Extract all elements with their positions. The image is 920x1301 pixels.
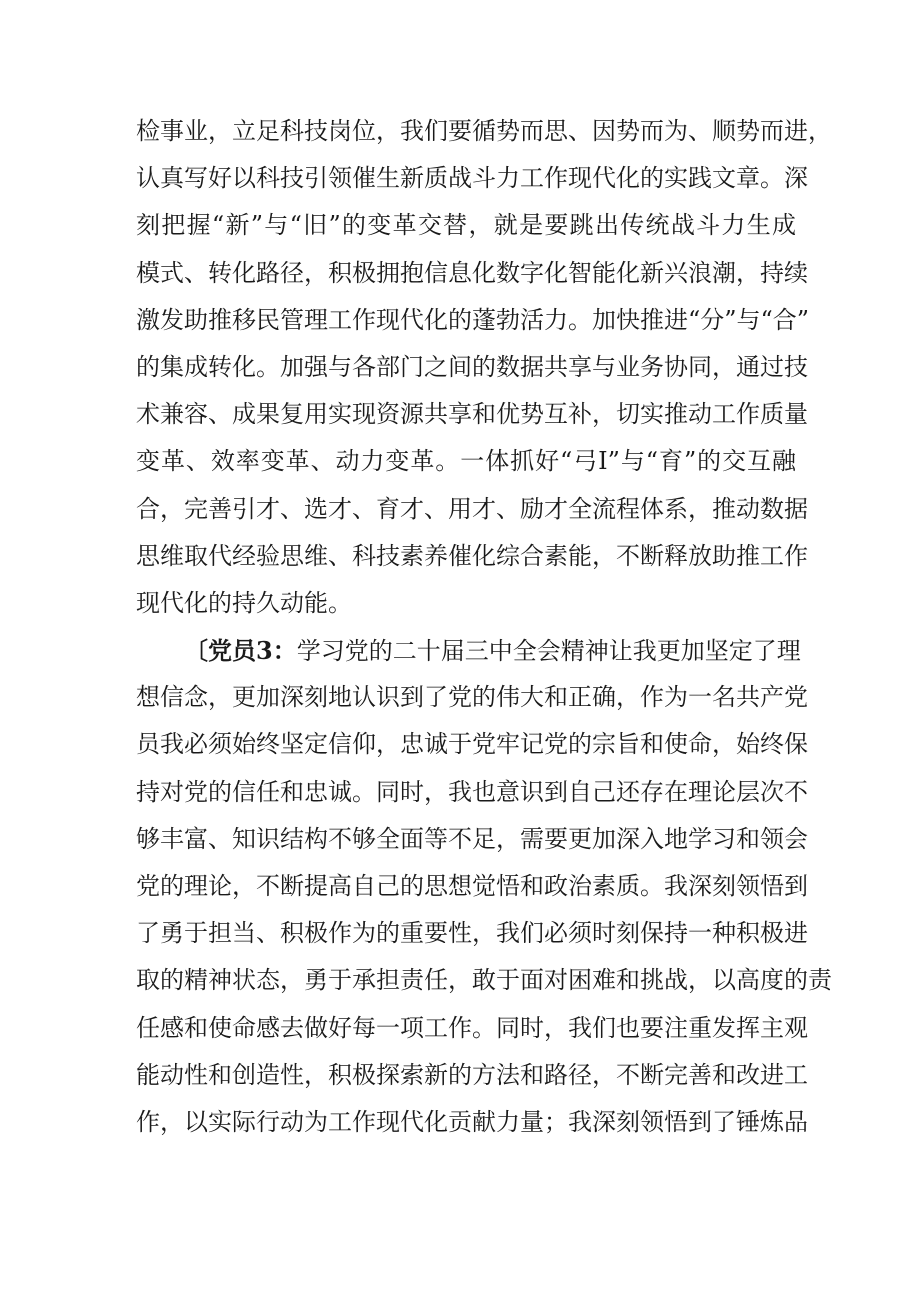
document-page: [136, 108, 832, 1146]
text-line: 思维取代经验思维、科技素养催化综合素能，不断释放助推工作: [136, 541, 808, 570]
text-line: 够丰富、知识结构不够全面等不足，需要更加深入地学习和领会: [136, 824, 808, 853]
text-line: 模式、转化路径，积极拥抱信息化数字化智能化新兴浪潮，持续: [136, 258, 808, 287]
text-line: 术兼容、成果复用实现资源共享和优势互补，切实推动工作质量: [136, 400, 808, 429]
text-line: 检事业，立足科技岗位，我们要循势而思、因势而为、顺势而进，: [136, 117, 832, 145]
text-line: 了勇于担当、积极作为的重要性，我们必须时刻保持一种积极进: [136, 919, 808, 948]
text-line: 能动性和创造性，积极探索新的方法和路径，不断完善和改进工: [136, 1060, 808, 1089]
text-line: 现代化的持久动能。: [136, 588, 352, 617]
text-line: 的集成转化。加强与各部门之间的数据共享与业务协同，通过技: [136, 352, 808, 381]
text-span: 学习党的二十届三中全会精神让我更加坚定了理: [296, 637, 801, 666]
text-line: 变革、效率变革、动力变革。一体抓好“弓I”与“育”的交互融: [136, 447, 796, 476]
text-line: 员我必须始终坚定信仰，忠诚于党牢记党的宗旨和使命，始终保: [136, 730, 808, 759]
paragraph-2: [136, 627, 832, 1146]
text-line: 合，完善引才、选才、育才、用才、励才全流程体系，推动数据: [136, 494, 808, 523]
text-line: 持对党的信任和忠诚。同时，我也意识到自己还存在理论层次不: [136, 777, 808, 806]
text-line: 党的理论，不断提高自己的思想觉悟和政治素质。我深刻领悟到: [136, 872, 808, 900]
paragraph-2-first-line: [136, 627, 801, 674]
text-line: 取的精神状态，勇于承担责任，敢于面对困难和挑战，以高度的责: [136, 966, 832, 995]
paragraph-1: [136, 108, 832, 627]
text-line: 认真写好以科技引领催生新质战斗力工作现代化的实践文章。深: [136, 164, 808, 193]
text-line: 任感和使命感去做好每一项工作。同时，我们也要注重发挥主观: [136, 1013, 808, 1042]
text-line: 刻把握“新”与“旧”的变革交替，就是要跳出传统战斗力生成: [136, 211, 796, 240]
speaker-label: 〔党员3：: [184, 636, 297, 666]
text-line: 作，以实际行动为工作现代化贡献力量；我深刻领悟到了锤炼品: [136, 1107, 808, 1136]
text-line: 想信念，更加深刻地认识到了党的伟大和正确，作为一名共产党: [136, 683, 808, 712]
text-line: 激发助推移民管理工作现代化的蓬勃活力。加快推进“分”与“合”: [136, 305, 810, 334]
